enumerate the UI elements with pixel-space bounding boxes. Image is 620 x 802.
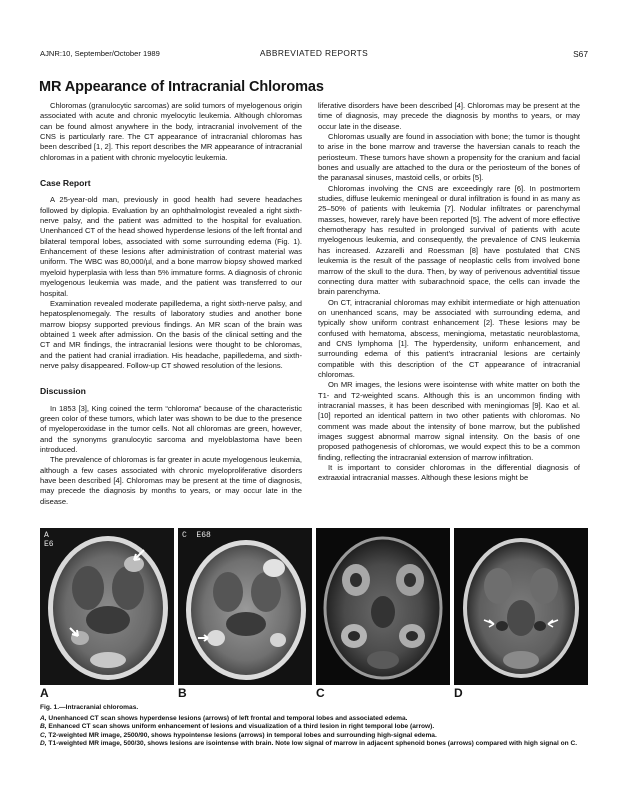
discussion-paragraph-2: The prevalence of chloromas is far greater in acute myelogenous leukemia, although a few cases associated with chronic myeloproliferative disorders have been described [4]. Chloromas may be present at the time of diagnosis, may precede the diagnosis by months to years, or may occur late in the disease.	[40, 455, 302, 506]
right-paragraph-continued: liferative disorders have been described [4]. Chloromas may be present at the time of diagnosis, may precede the diagnosis by months to years, or may occur late in the disease.	[318, 101, 580, 131]
running-header	[40, 49, 588, 59]
caption-title: Fig. 1.—Intracranial chloromas.	[40, 704, 139, 711]
figure-panel-a-image	[40, 528, 174, 685]
caption-line-d: D, T1-weighted MR image, 500/30, shows lesions are isointense with brain. Note low signal of marrow in adjacent sphenoid bones (arrows) compared with high signal on C.	[40, 740, 578, 748]
caption-line-a: A, Unenhanced CT scan shows hyperdense lesions (arrows) of left frontal and temporal lobes and associated edema.	[40, 714, 408, 722]
right-paragraph-4: On MR images, the lesions were isointense with white matter on both the T1- and T2-weighted scans. Although this is an uncommon finding with intracranial masses, it has been described with meningiomas [9]. Kao et al. [10] reported an identical pattern in two other patients with chloromas. No comment was made about the intensity of bone marrow, but the published images suggest abnormal marrow signal intensity. On the basis of one proposed pathogenesis of chloromas, we would expect this to be a common finding, reflecting the intracranial extension of marrow infiltration.	[318, 380, 580, 462]
case-report-heading: Case Report	[40, 178, 91, 189]
discussion-paragraph-1: In 1853 [3], King coined the term “chloroma” because of the characteristic green color of these tumors, which later was shown to be due to the presence of myeloperoxidase in the tumor cells. Not all chloromas are green, however, and the synonyms granulocytic sarcoma and myeloblastoma have been introduced.	[40, 403, 302, 454]
case-paragraph-1: A 25-year-old man, previously in good health had severe headaches followed by diplopia. Evaluation by an ophthalmologist revealed a right sixth-nerve palsy, and the patient was admitted to the hospital for evaluation. Unenhanced CT of the head showed hyperdense lesions of the left frontal and bilateral temporal lobes, associated with some surrounding edema (Fig. 1). Enhancement of these lesions after administration of contrast material was uniform. The WBC was 80,000/µl, and a bone marrow biopsy showed marked myeloid hyperplasia with less than 5% immature forms. A diagnosis of chronic myelogenous leukemia was made, and the patient was transferred to our hospital.	[40, 195, 302, 298]
caption-line-c: C, T2-weighted MR image, 2500/90, shows hypointense lesions (arrows) in temporal lobes and surrounding high-signal edema.	[40, 731, 437, 739]
section-name: ABBREVIATED REPORTS	[259, 48, 369, 58]
journal-citation: AJNR:10, September/October 1989	[40, 49, 160, 58]
right-paragraph-1: Chloromas usually are found in association with bone; the tumor is thought to arise in the bone marrow and traverse the haversian canals to reach the periosteum. These tumors have shown a propensity for the cranium and facial bones and usually are attached to the dura or the periosteum of the bones of the paranasal sinuses, mastoid cells, or orbits [5].	[318, 132, 580, 183]
discussion-heading: Discussion	[40, 386, 86, 397]
figure-panel-c-image	[316, 528, 450, 685]
intro-paragraph: Chloromas (granulocytic sarcomas) are solid tumors of myelogenous origin associated with acute and chronic myelocytic leukemia. Although chloromas can be found almost anywhere in the body, intracranial involvement of the CNS is particularly rare. The CT appearance of intracranial chloromas has been described [1, 2]. This report describes the MR appearance of intracranial chloromas in a patient with chronic myelocytic leukemia.	[40, 101, 302, 162]
panel-a-letter: A	[40, 686, 49, 700]
right-paragraph-2: Chloromas involving the CNS are exceedingly rare [6]. In postmortem studies, diffuse leukemic meningeal or dural infiltration is found in as many as 25–50% of patients with leukemia [7]. Nodular infiltrates or parenchymal masses, however, rarely have been reported [5]. The advent of more effective chemotherapy has resulted in prolonged survival of patients with acute myelogenous leukemia, and consequently, the prevalence of CNS leukemia has increased. Azzarelli and Roessman [8] have postulated that CNS leukemia is the result of the passage of neoplastic cells from involved bone marrow of the skull to the dura. Then, by way of perivenous adventitial tissue connecting dura matter with subarachnoid space, the cells can invade the brain parenchyma.	[318, 183, 580, 297]
figure-panel-d-image	[454, 528, 588, 685]
right-paragraph-3: On CT, intracranial chloromas may exhibit intermediate or high attenuation on unenhanced scans, may be associated with surrounding edema, and typically show uniform contrast enhancement [2]. These lesions may be confused with hematoma, abscess, meningioma, metastatic neuroblastoma, and CNS lymphoma [1]. The hyperdensity, uniform enhancement, and surrounding edema of this patient’s intracranial lesions are certainly compatible with this description of the CT appearance of intracranial chloromas.	[318, 297, 580, 379]
panel-d-letter: D	[454, 686, 463, 700]
page-number: S67	[573, 49, 588, 59]
caption-line-b: B, Enhanced CT scan shows uniform enhancement of lesions and visualization of a third lesion in right temporal lobe (arrow).	[40, 723, 435, 731]
figure-caption	[40, 704, 588, 749]
panel-a-tag: A E6	[44, 531, 54, 549]
panel-c-letter: C	[316, 686, 325, 700]
figure-1	[40, 528, 588, 700]
right-column	[318, 101, 580, 484]
panel-b-tag: C E68	[182, 531, 211, 540]
figure-panel-b-image	[178, 528, 312, 685]
case-paragraph-2: Examination revealed moderate papilledema, a right sixth-nerve palsy, and hepatosplenomegaly. The results of laboratory studies and another bone marrow biopsy supported previous findings. An MR scan of the brain was obtained 1 week after admission. On the basis of the clinical setting and the CT and MR findings, the intracranial lesions were thought to be chloromas, and the patient had cranial irradiation. His headache, papilledema, and sixth-nerve palsy disappeared. Follow-up CT showed resolution of the lesions.	[40, 298, 302, 370]
left-column	[40, 101, 302, 506]
article-title: MR Appearance of Intracranial Chloromas	[39, 79, 324, 95]
panel-b-letter: B	[178, 686, 187, 700]
right-paragraph-5: It is important to consider chloromas in the differential diagnosis of extraaxial intracranial masses. Although these lesions might be	[318, 463, 580, 483]
